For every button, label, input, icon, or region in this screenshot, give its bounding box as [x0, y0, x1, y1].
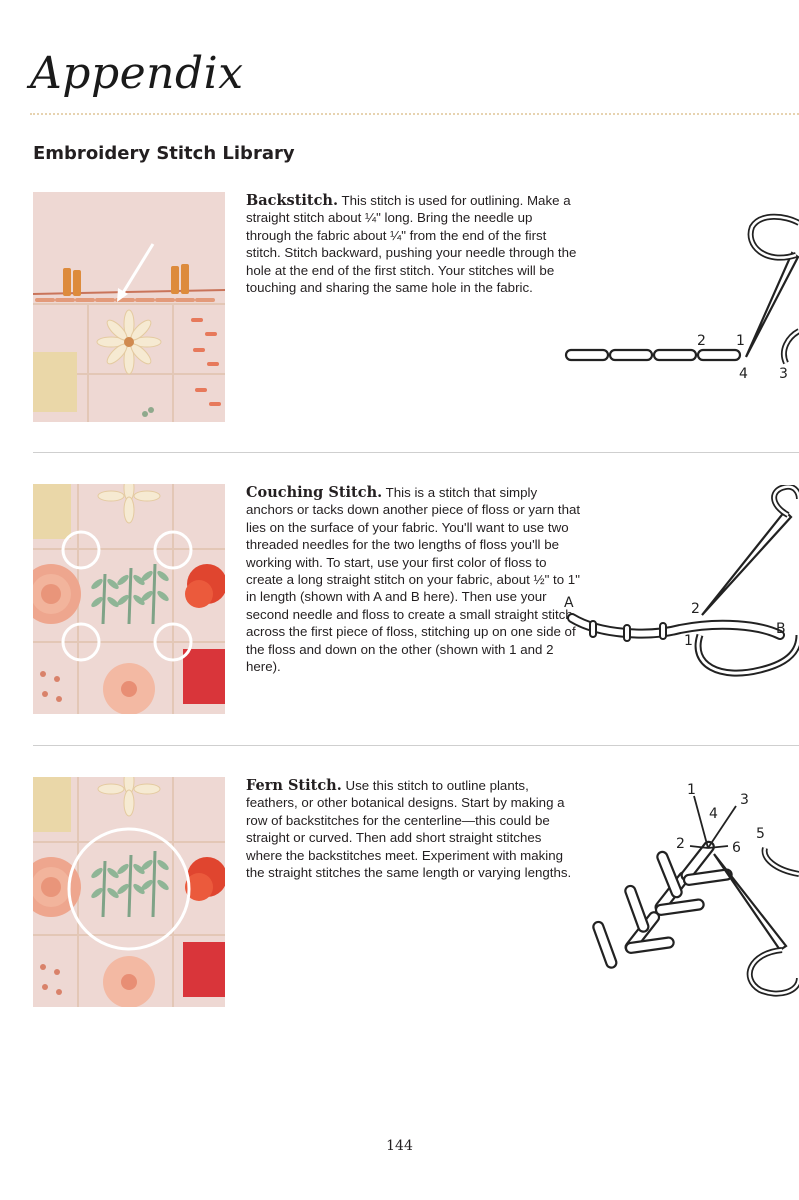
appendix-heading: Appendix	[30, 48, 244, 99]
fern-label-5: 5	[756, 826, 765, 842]
fern-label-6: 6	[732, 840, 741, 856]
backstitch-label-4: 4	[739, 366, 748, 382]
backstitch-label-1: 1	[736, 333, 745, 349]
fern-label-4: 4	[709, 806, 718, 822]
fern-diagram	[590, 778, 799, 1000]
couching-description	[246, 484, 581, 675]
fern-text: Use this stitch to outline plants, feathers, or other botanical designs. Start by making a row of backstitches for the centerline—this could be straight or curved. Then add short straight stitches where the backstitches meet. Experiment with making the straight stitches the same length or varying lengths.	[246, 778, 572, 881]
fern-photo	[33, 777, 225, 1007]
page-number: 144	[386, 1138, 413, 1154]
backstitch-photo	[33, 192, 225, 422]
couching-text: This is a stitch that simply anchors or tacks down another piece of floss or yarn that lies on the surface of your fabric. You'll want to use two threaded needles for the two lengths of floss you'll be working with. To start, use your first color of floss to create a long straight stitch on your fabric, about ½" to 1" in length (shown with A and B here). Then use your second needle and floss to create a small straight stitch across the first piece of floss, stitching up on one side of the floss and down on the other (shown with 1 and 2 here).	[246, 485, 581, 675]
fern-description	[246, 777, 581, 881]
couching-photo	[33, 484, 225, 714]
backstitch-description	[246, 192, 581, 296]
heading-dotted-rule	[30, 113, 799, 115]
fern-label-3: 3	[740, 792, 749, 808]
section-title: Embroidery Stitch Library	[33, 143, 295, 164]
couching-label-2: 2	[691, 601, 700, 617]
section-divider-2	[33, 745, 799, 746]
couching-diagram	[560, 485, 799, 695]
couching-label-a: A	[564, 595, 574, 611]
couching-label-1: 1	[684, 633, 693, 649]
fern-name: Fern Stitch.	[246, 777, 342, 794]
backstitch-name: Backstitch.	[246, 192, 339, 209]
backstitch-diagram	[560, 205, 799, 390]
section-divider-1	[33, 452, 799, 453]
backstitch-label-3: 3	[779, 366, 788, 382]
backstitch-text: This stitch is used for outlining. Make a straight stitch about ¼" long. Bring the needle up through the fabric about ¼" from the end of the first stitch. Stitch backward, pushing your needle through the hole at the end of the first stitch. Your stitches will be touching and sharing the same hole in the fabric.	[246, 193, 577, 296]
fern-label-1: 1	[687, 782, 696, 798]
fern-label-2: 2	[676, 836, 685, 852]
couching-label-b: B	[776, 621, 786, 637]
backstitch-label-2: 2	[697, 333, 706, 349]
couching-name: Couching Stitch.	[246, 484, 383, 501]
